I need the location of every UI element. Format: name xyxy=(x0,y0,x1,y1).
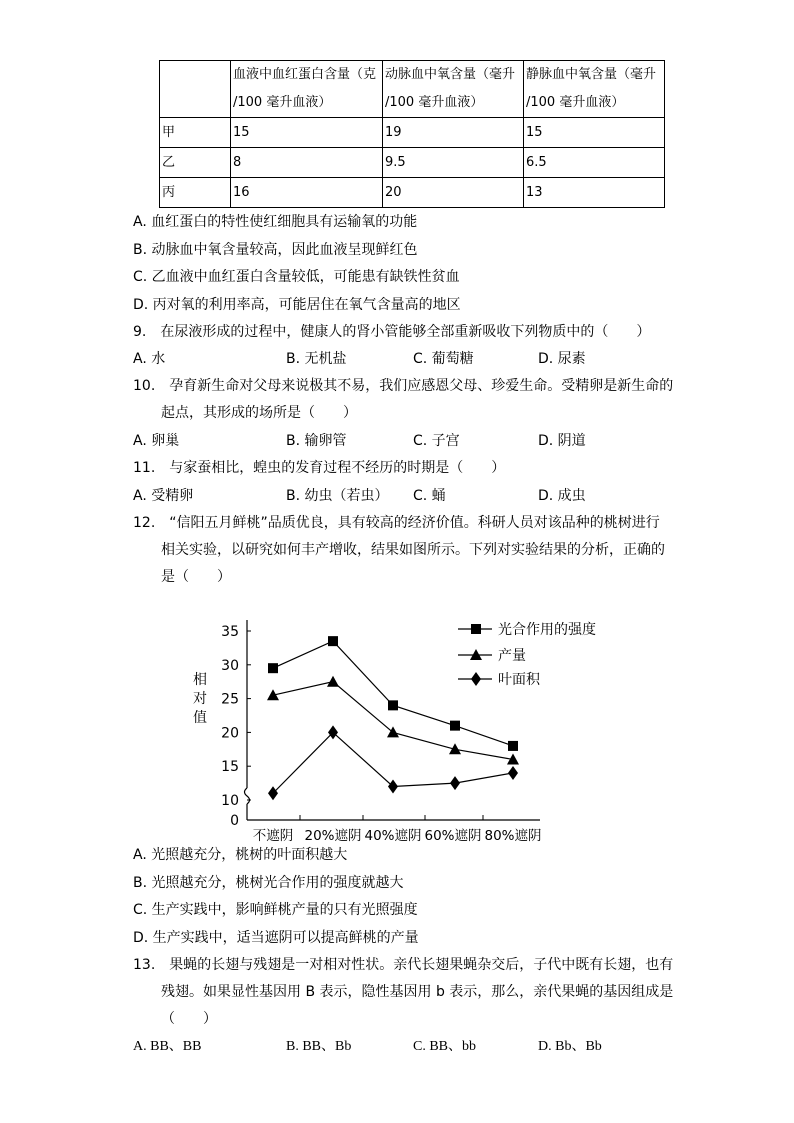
q10-stem-line2: 起点，其形成的场所是（ ） xyxy=(161,405,357,421)
q9-option-c[interactable]: C. 葡萄糖 xyxy=(413,351,474,367)
q12-stem-line2: 相关实验，以研究如何丰产增收，结果如图所示。下列对实验结果的分析，正确的 xyxy=(161,542,665,558)
header-text-line: 静脉血中氧含量（毫升 xyxy=(526,67,657,82)
data-point-triangle xyxy=(449,743,461,754)
header-cell-hemoglobin xyxy=(231,61,383,118)
q12-stem-line1: 12. “信阳五月鲜桃”品质优良，具有较高的经济价值。科研人员对该品种的桃树进行 xyxy=(133,515,660,531)
q13-stem-line1: 13. 果蝇的长翅与残翅是一对相对性状。亲代长翅果蝇杂交后，子代中既有长翅，也有 xyxy=(133,957,674,973)
table-cell: 6.5 xyxy=(524,148,665,178)
q11-option-d[interactable]: D. 成虫 xyxy=(538,488,586,504)
table-row xyxy=(160,118,665,148)
data-point-square xyxy=(268,663,278,673)
header-text-line: 动脉血中氧含量（毫升 xyxy=(385,67,516,82)
legend-label: 叶面积 xyxy=(498,672,540,688)
data-point-diamond xyxy=(508,766,518,780)
series-line-triangle xyxy=(273,682,513,760)
table-cell: 8 xyxy=(231,148,383,178)
x-tick-label: 40%遮阴 xyxy=(364,828,422,844)
q13-stem-line2: 残翅。如果显性基因用 B 表示，隐性基因用 b 表示，那么，亲代果蝇的基因组成是 xyxy=(161,984,674,1000)
x-tick-label: 20%遮阴 xyxy=(304,828,362,844)
table-header-row xyxy=(160,61,665,118)
q8-option-c[interactable]: C. 乙血液中血红蛋白含量较低，可能患有缺铁性贫血 xyxy=(133,269,460,285)
legend-label: 产量 xyxy=(498,648,526,664)
q11-stem: 11. 与家蚕相比，蝗虫的发育过程不经历的时期是（ ） xyxy=(133,460,506,476)
q13-option-c[interactable]: C. BB、bb xyxy=(413,1039,477,1054)
table-row xyxy=(160,148,665,178)
y-tick-label: 10 xyxy=(221,793,239,809)
data-point-diamond xyxy=(388,779,398,793)
data-point-square xyxy=(450,721,460,731)
table-cell: 20 xyxy=(383,178,524,208)
header-text-line: /100 毫升血液） xyxy=(233,95,332,110)
q9-option-b[interactable]: B. 无机盐 xyxy=(286,351,347,367)
header-cell-venous-oxygen xyxy=(524,61,665,118)
q9-stem: 9. 在尿液形成的过程中，健康人的肾小管能够全部重新吸收下列物质中的（ ） xyxy=(133,324,651,340)
table-cell: 19 xyxy=(383,118,524,148)
axis-break-mark xyxy=(245,788,250,804)
header-text-line: 血液中血红蛋白含量（克 xyxy=(233,67,377,82)
data-point-triangle xyxy=(327,676,339,687)
shading-line-chart xyxy=(180,600,600,850)
y-axis-label-char: 相 xyxy=(193,672,207,688)
y-axis-label-char: 值 xyxy=(193,710,207,726)
x-tick-label: 不遮阴 xyxy=(252,828,294,844)
q10-option-b[interactable]: B. 输卵管 xyxy=(286,433,347,449)
header-text-line: /100 毫升血液） xyxy=(526,95,625,110)
data-point-square xyxy=(328,636,338,646)
q11-option-c[interactable]: C. 蛹 xyxy=(413,488,446,504)
table-cell: 15 xyxy=(524,118,665,148)
q13-option-b[interactable]: B. BB、Bb xyxy=(286,1039,352,1054)
data-point-square xyxy=(388,700,398,710)
q8-option-b[interactable]: B. 动脉血中氧含量较高，因此血液呈现鲜红色 xyxy=(133,242,418,258)
header-text-line: /100 毫升血液） xyxy=(385,95,484,110)
q13-stem-line3: （ ） xyxy=(161,1011,217,1027)
q12-option-b[interactable]: B. 光照越充分，桃树光合作用的强度就越大 xyxy=(133,875,404,891)
q10-option-d[interactable]: D. 阴道 xyxy=(538,433,586,449)
q8-option-a[interactable]: A. 血红蛋白的特性使红细胞具有运输氧的功能 xyxy=(133,214,418,230)
x-tick-label: 80%遮阴 xyxy=(484,828,542,844)
q10-option-c[interactable]: C. 子宫 xyxy=(413,433,460,449)
q12-option-d[interactable]: D. 生产实践中，适当遮阴可以提高鲜桃的产量 xyxy=(133,930,419,946)
q9-option-a[interactable]: A. 水 xyxy=(133,351,166,367)
y-tick-label: 30 xyxy=(221,657,239,674)
data-point-triangle xyxy=(387,726,399,737)
table-row xyxy=(160,178,665,208)
data-point-diamond xyxy=(268,786,278,800)
row-label: 甲 xyxy=(160,118,231,148)
q12-option-c[interactable]: C. 生产实践中，影响鲜桃产量的只有光照强度 xyxy=(133,902,418,918)
data-point-diamond xyxy=(450,776,460,790)
legend-marker-diamond xyxy=(471,672,481,686)
y-tick-label: 20 xyxy=(221,725,239,742)
x-tick-label: 60%遮阴 xyxy=(424,828,482,844)
y-tick-label: 15 xyxy=(221,759,239,776)
y-tick-label: 35 xyxy=(221,624,239,640)
q10-option-a[interactable]: A. 卵巢 xyxy=(133,433,180,449)
header-cell-arterial-oxygen xyxy=(383,61,524,118)
q8-option-d[interactable]: D. 丙对氧的利用率高，可能居住在氧气含量高的地区 xyxy=(133,297,461,313)
q13-option-a[interactable]: A. BB、BB xyxy=(133,1039,202,1054)
q10-stem-line1: 10. 孕育新生命对父母来说极其不易，我们应感恩父母、珍爱生命。受精卵是新生命的 xyxy=(133,378,674,394)
data-point-diamond xyxy=(328,725,338,739)
table-cell: 15 xyxy=(231,118,383,148)
blood-data-table xyxy=(159,60,665,208)
row-label: 丙 xyxy=(160,178,231,208)
row-label: 乙 xyxy=(160,148,231,178)
table-cell: 16 xyxy=(231,178,383,208)
table-cell: 13 xyxy=(524,178,665,208)
q12-stem-line3: 是（ ） xyxy=(161,569,231,585)
header-cell-empty xyxy=(160,61,231,118)
q12-option-a[interactable]: A. 光照越充分，桃树的叶面积越大 xyxy=(133,847,348,863)
y-tick-label-zero: 0 xyxy=(230,813,239,829)
y-axis-label-char: 对 xyxy=(193,691,207,707)
q11-option-b[interactable]: B. 幼虫（若虫） xyxy=(286,488,389,504)
q11-option-a[interactable]: A. 受精卵 xyxy=(133,488,194,504)
legend-marker-square xyxy=(471,624,481,634)
y-tick-label: 25 xyxy=(221,691,239,708)
data-point-square xyxy=(508,741,518,751)
q9-option-d[interactable]: D. 尿素 xyxy=(538,351,586,367)
table-cell: 9.5 xyxy=(383,148,524,178)
q13-option-d[interactable]: D. Bb、Bb xyxy=(538,1039,602,1054)
legend-label: 光合作用的强度 xyxy=(498,622,596,638)
